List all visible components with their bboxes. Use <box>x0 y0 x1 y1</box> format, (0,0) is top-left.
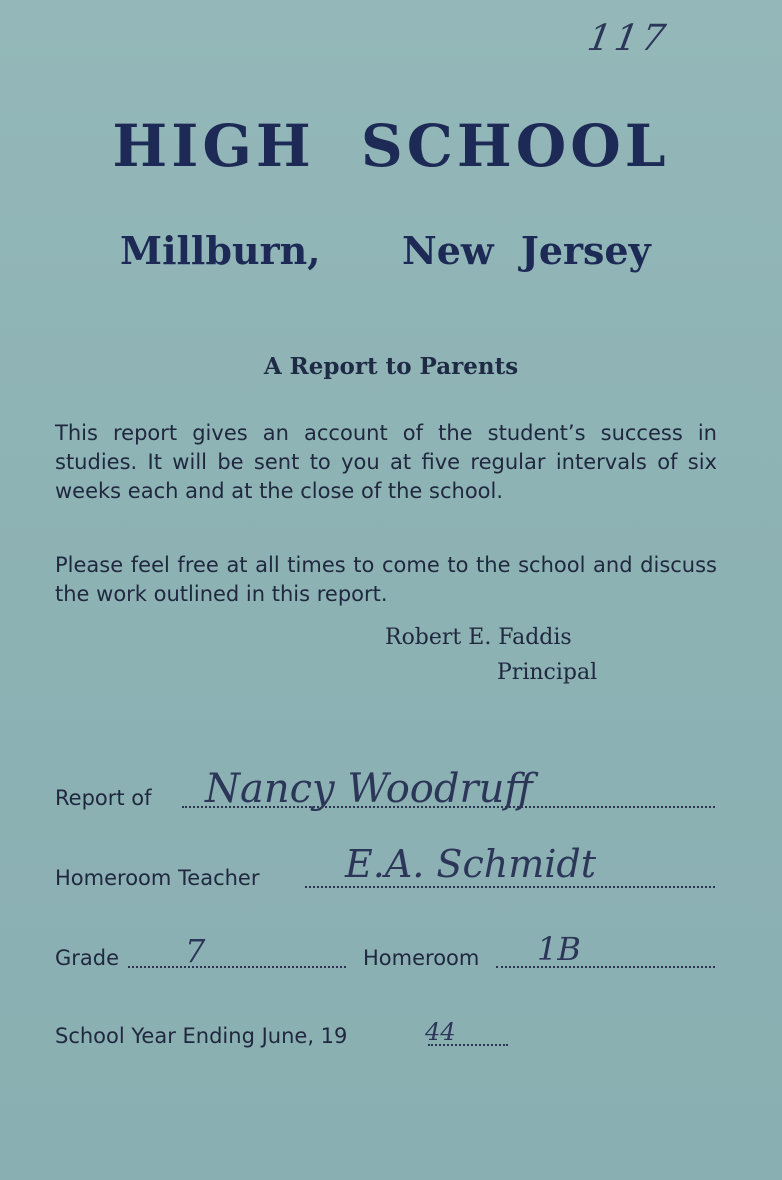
invitation-paragraph: Please feel free at all times to come to the school and discuss the work outlined in this report. <box>55 553 717 606</box>
grade-line <box>128 964 346 968</box>
school-year-label: School Year Ending June, 19 <box>55 1024 348 1048</box>
homeroom-teacher-label: Homeroom Teacher <box>55 866 260 890</box>
school-year-handwritten: 44 <box>425 1018 456 1046</box>
homeroom-label: Homeroom <box>363 946 480 970</box>
student-name-handwritten: Nancy Woodruff <box>205 766 533 812</box>
school-title: HIGH SCHOOL <box>112 112 670 180</box>
state-name: New Jersey <box>402 228 651 273</box>
report-of-label: Report of <box>55 786 152 810</box>
principal-name: Robert E. Faddis <box>385 625 572 650</box>
grade-handwritten: 7 <box>185 932 206 970</box>
city-name: Millburn, <box>120 228 321 273</box>
teacher-name-handwritten: E.A. Schmidt <box>345 842 596 886</box>
homeroom-handwritten: 1B <box>537 930 581 968</box>
homeroom-line <box>496 964 715 968</box>
principal-title: Principal <box>497 660 598 685</box>
report-subtitle: A Report to Parents <box>263 353 519 380</box>
intro-paragraph: This report gives an account of the student’s success in studies. It will be sent to you at five regular intervals of six weeks each and at the close of the school. <box>55 421 717 503</box>
page-number: 117 <box>584 18 673 59</box>
grade-label: Grade <box>55 946 120 970</box>
